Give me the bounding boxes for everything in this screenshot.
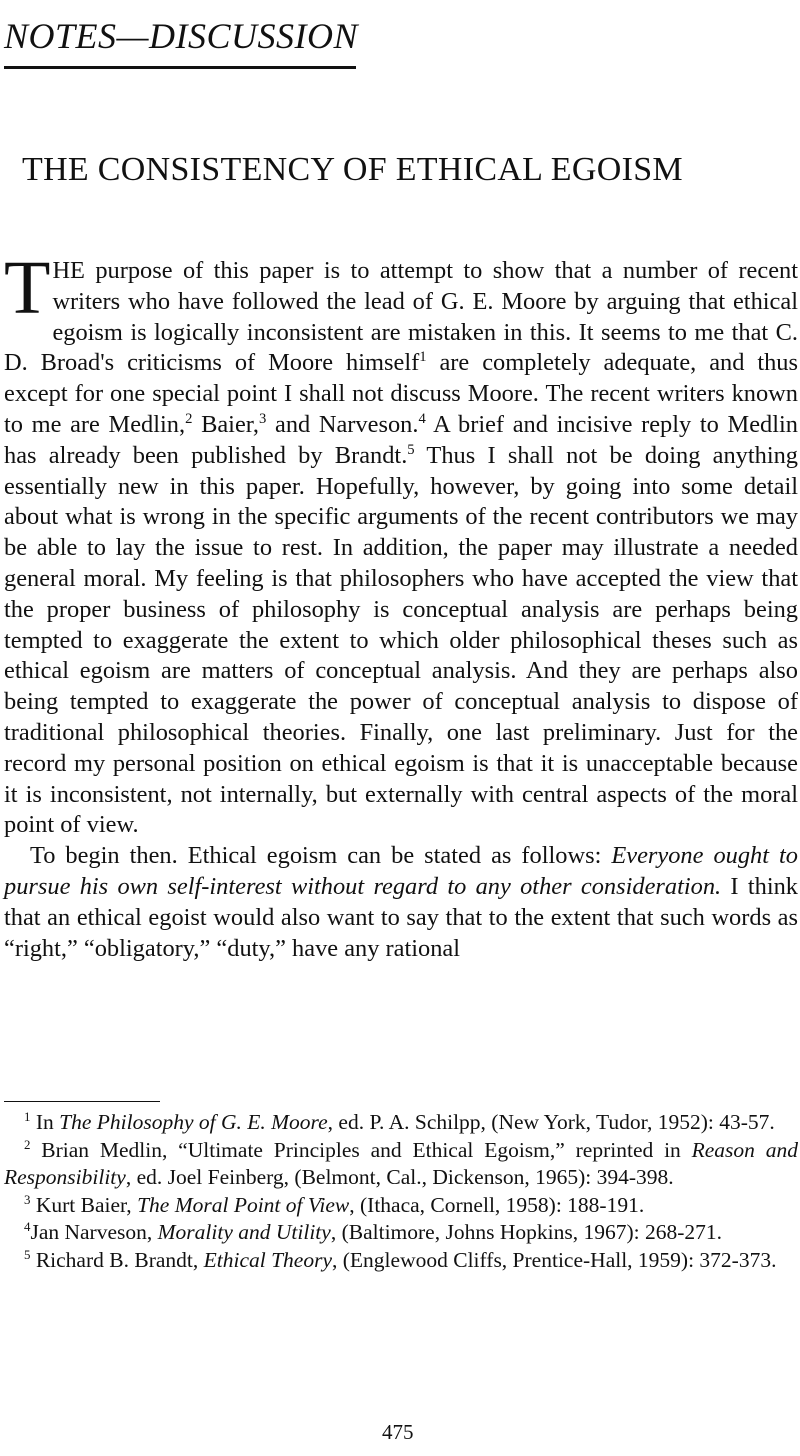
page-number: 475 [382, 1420, 414, 1444]
paragraph-text: are completely adequate, and thus except for one special point I shall not discuss Moore. The recent writers known to me are Medlin, [4, 349, 798, 438]
footnote-text: In [30, 1110, 60, 1134]
footnote-text: , ed. P. A. Schilpp, (New York, Tudor, 1952): 43-57. [327, 1110, 775, 1134]
paragraph-text: A brief and incisive reply to Medlin has already been published by Brandt. [4, 410, 798, 469]
footnote-ref[interactable]: 1 [419, 349, 427, 366]
footnote-text: , (Baltimore, Johns Hopkins, 1967): 268-271. [330, 1220, 722, 1244]
drop-cap: T [4, 246, 51, 330]
footnote-work-title: Morality and Utility [157, 1220, 331, 1244]
article-body [4, 246, 798, 964]
footnote-separator [4, 1101, 160, 1102]
paragraph-text: Thus I shall not be doing anything essentially new in this paper. Hopefully, however, by going into some detail about what is wrong in the specific arguments of the recent contributors we may be able to lay the issue to rest. In addition, the paper may illustrate a needed general moral. My feeling is that philosophers who have accepted the view that the proper business of philosophy is conceptual analysis are perhaps being tempted to exaggerate the extent to which older philosophical theses such as ethical egoism are matters of conceptual analysis. And they are perhaps also being tempted to exaggerate the power of conceptual analysis to dispose of traditional philosophical theories. Finally, one last preliminary. Just for the record my personal position on ethical egoism is that it is unacceptable because it is inconsistent, not internally, but externally with central aspects of the moral point of view. [4, 441, 798, 839]
footnote-work-title: The Moral Point of View [137, 1192, 350, 1217]
footnote-number: 3 [24, 1192, 31, 1207]
paragraph-text: and Narveson. [266, 410, 419, 438]
footnote-ref[interactable]: 2 [185, 410, 193, 427]
footnote-text: , ed. Joel Feinberg, (Belmont, Cal., Dickenson, 1965): 394-398. [125, 1165, 674, 1189]
footnote-text: , (Ithaca, Cornell, 1958): 188-191. [349, 1192, 645, 1217]
footnote-work-title: Ethical Theory [203, 1247, 333, 1272]
footnote-number: 1 [24, 1109, 31, 1124]
footnote-text: Jan Narveson, [30, 1220, 158, 1244]
article-title: THE CONSISTENCY OF ETHICAL EGOISM [22, 151, 683, 188]
footnote-ref[interactable]: 5 [407, 441, 415, 458]
footnote [4, 1137, 798, 1192]
footnote-text: Kurt Baier, [30, 1192, 138, 1217]
footnotes [4, 1109, 798, 1274]
paragraph-1 [4, 246, 798, 841]
footnote [4, 1109, 798, 1137]
footnote-number: 4 [24, 1219, 31, 1234]
footnote [4, 1247, 798, 1275]
footnote-number: 2 [24, 1137, 31, 1152]
footnote-work-title: The Philosophy of G. E. Moore [59, 1110, 328, 1134]
footnote [4, 1192, 798, 1220]
footnote-work-title: Reason and Responsibility [4, 1137, 798, 1189]
footnote-text: Brian Medlin, “Ultimate Principles and Ethical Egoism,” reprinted in [30, 1137, 692, 1162]
footnote-ref[interactable]: 3 [259, 410, 267, 427]
footnote [4, 1219, 798, 1247]
paragraph-text: I think that an ethical egoist would also want to say that to the extent that such words as “right,” “obligatory,” “duty,” have any rational [4, 872, 798, 962]
paragraph-text: Baier, [192, 410, 260, 438]
paragraph-text: HE purpose of this paper is to attempt to show that a number of recent writers who have followed the lead of G. E. Moore by arguing that ethical egoism is logically inconsistent are mistaken in this. It seems to me that C. D. Broad's criticisms of Moore himself [4, 257, 798, 377]
emphasis-text: Everyone ought to pursue his own self-interest without regard to any other consideration. [4, 842, 798, 900]
footnote-text: , (Englewood Cliffs, Prentice-Hall, 1959): 372-373. [332, 1247, 777, 1272]
section-underline [4, 66, 356, 69]
footnote-number: 5 [24, 1247, 31, 1262]
footnote-text: Richard B. Brandt, [30, 1247, 204, 1272]
section-heading: NOTES—DISCUSSION [4, 16, 359, 56]
footnote-ref[interactable]: 4 [418, 410, 426, 427]
paragraph-2 [4, 841, 798, 964]
paragraph-text: To begin then. Ethical egoism can be stated as follows: [30, 842, 612, 870]
